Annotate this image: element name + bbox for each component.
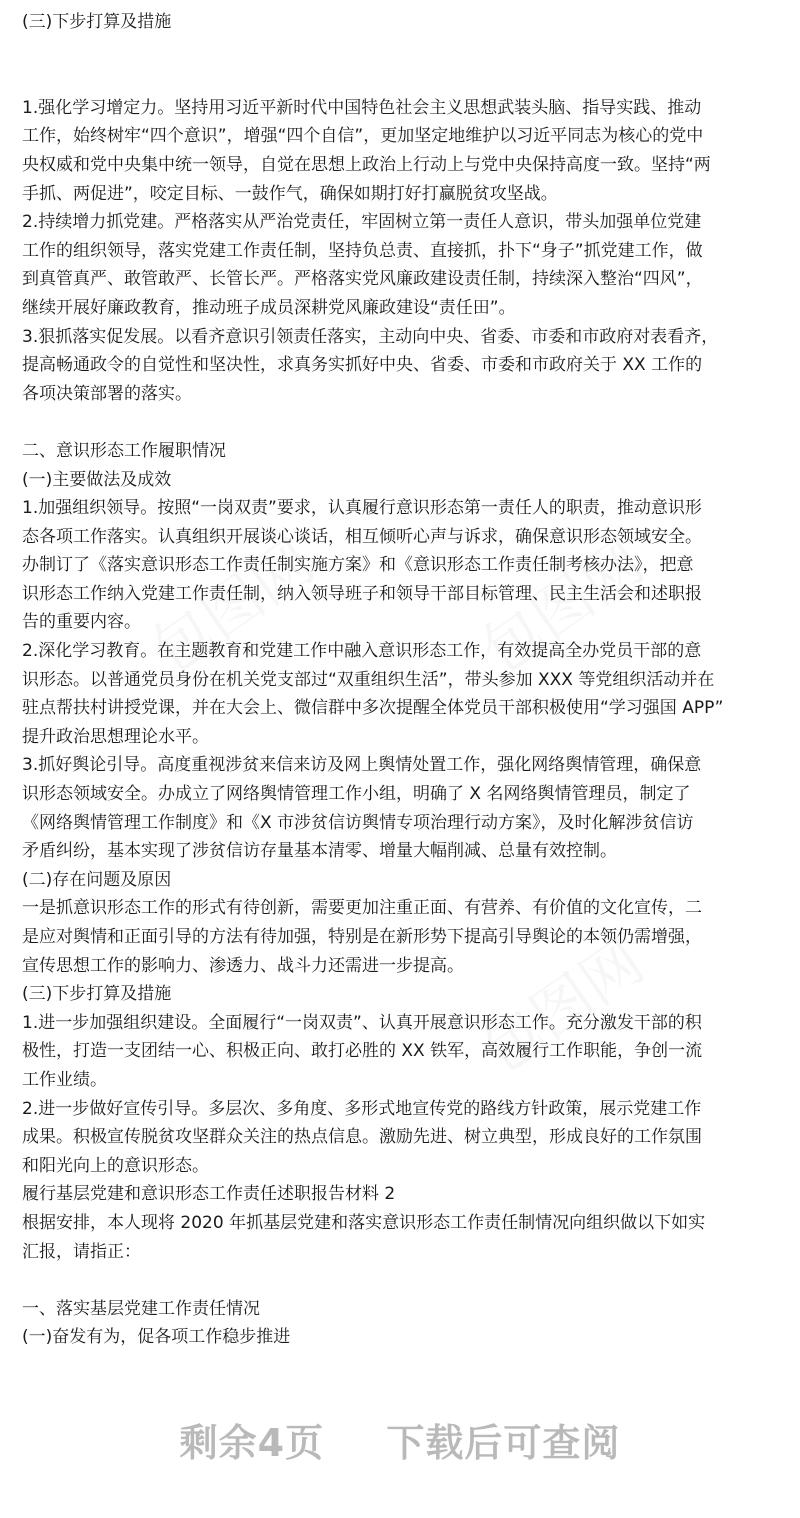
text-line: 到真管真严、敢管敢严、长管长严。严格落实党风廉政建设责任制，持续深入整治“四风”， <box>22 269 703 290</box>
text-line: (一)主要做法及成效 <box>22 469 172 490</box>
text-line: 1.强化学习增定力。坚持用习近平新时代中国特色社会主义思想武装头脑、指导实践、推动 <box>22 97 702 118</box>
text-line: 汇报，请指正： <box>22 1241 141 1262</box>
text-line: (三)下步打算及措施 <box>22 12 172 32</box>
text-line: 一是抓意识形态工作的形式有待创新，需要更加注重正面、有营养、有价值的文化宣传，二 <box>22 898 702 919</box>
text-line: 二、意识形态工作履职情况 <box>22 440 226 461</box>
text-line: 根据安排，本人现将 2020 年抓基层党建和落实意识形态工作责任制情况向组织做以下如实 <box>22 1212 706 1233</box>
text-line: 继续开展好廉政教育，推动班子成员深耕党风廉政建设“责任田”。 <box>22 297 516 318</box>
text-line: 宣传思想工作的影响力、渗透力、战斗力还需进一步提高。 <box>22 955 464 976</box>
text-line: 告的重要内容。 <box>22 612 141 633</box>
text-line: 工作业绩。 <box>22 1069 107 1090</box>
blank-line <box>22 37 782 66</box>
text-line: 3.抓好舆论引导。高度重视涉贫来信来访及网上舆情处置工作，强化网络舆情管理，确保意 <box>22 755 702 776</box>
text-line: 提升政治思想理论水平。 <box>22 726 209 747</box>
blank-line <box>22 1266 782 1295</box>
text-line: 提高畅通政令的自觉性和坚决性，求真务实抓好中央、省委、市委和市政府关于 XX 工作的 <box>22 355 703 376</box>
text-line: 矛盾纠纷，基本实现了涉贫信访存量基本清零、增量大幅削减、总量有效控制。 <box>22 841 617 862</box>
text-line: 成果。积极宣传脱贫攻坚群众关注的热点信息。激励先进、树立典型，形成良好的工作氛围 <box>22 1127 702 1148</box>
download-hint-label: 下载后可查阅 <box>386 1421 621 1465</box>
text-line: 一、落实基层党建工作责任情况 <box>22 1298 260 1319</box>
text-line: 2.深化学习教育。在主题教育和党建工作中融入意识形态工作，有效提高全办党员干部的意 <box>22 641 702 662</box>
text-line: 手抓、两促进”，咬定目标、一鼓作气，确保如期打好打赢脱贫攻坚战。 <box>22 183 558 204</box>
text-line: 驻点帮扶村讲授党课，并在大会上、微信群中多次提醒全体党员干部积极使用“学习强国 APP” <box>22 698 724 719</box>
text-line: 极性，打造一支团结一心、积极正向、敢打必胜的 XX 铁军，高效履行工作职能，争创一流 <box>22 1041 703 1062</box>
text-line: 工作，始终树牢“四个意识”，增强“四个自信”，更加坚定地维护以习近平同志为核心的党中 <box>22 126 704 147</box>
text-line: (二)存在问题及原因 <box>22 869 172 890</box>
download-banner[interactable] <box>0 1412 800 1467</box>
text-line: 和阳光向上的意识形态。 <box>22 1155 209 1176</box>
blank-line <box>22 65 782 94</box>
text-line: 识形态。以普通党员身份在机关党支部过“双重组织生活”，带头参加 XXX 等党组织活动并在 <box>22 669 715 690</box>
text-line: 办制订了《落实意识形态工作责任制实施方案》和《意识形态工作责任制考核办法》，把意 <box>22 555 694 576</box>
text-line: (三)下步打算及措施 <box>22 984 172 1005</box>
text-line: 是应对舆情和正面引导的方法有待加强，特别是在新形势下提高引导舆论的本领仍需增强， <box>22 927 702 947</box>
text-line: 履行基层党建和意识形态工作责任述职报告材料 2 <box>22 1184 396 1205</box>
text-line: 2.进一步做好宣传引导。多层次、多角度、多形式地宣传党的路线方针政策，展示党建工作 <box>22 1098 702 1119</box>
text-line: 识形态工作纳入党建工作责任制，纳入领导班子和领导干部目标管理、民主生活会和述职报 <box>22 583 702 604</box>
text-line: 各项决策部署的落实。 <box>22 383 192 404</box>
text-line: 态各项工作落实。认真组织开展谈心谈话，相互倾听心声与诉求，确保意识形态领域安全。 <box>22 526 702 547</box>
document-body <box>22 8 782 1352</box>
blank-line <box>22 408 782 437</box>
remaining-pages-label: 剩余4页 <box>179 1421 325 1465</box>
text-line: 3.狠抓落实促发展。以看齐意识引领责任落实，主动向中央、省委、市委和市政府对表看齐， <box>22 326 719 347</box>
text-line: 1.加强组织领导。按照“一岗双责”要求，认真履行意识形态第一责任人的职责，推动意识形 <box>22 498 702 519</box>
text-line: 识形态领域安全。办成立了网络舆情管理工作小组，明确了 X 名网络舆情管理员，制定了 <box>22 784 691 805</box>
text-line: 《网络舆情管理工作制度》和《X 市涉贫信访舆情专项治理行动方案》，及时化解涉贫信访 <box>22 812 694 833</box>
text-line: 1.进一步加强组织建设。全面履行“一岗双责”、认真开展意识形态工作。充分激发干部的积 <box>22 1012 702 1033</box>
text-line: (一)奋发有为，促各项工作稳步推进 <box>22 1327 291 1348</box>
text-line: 工作的组织领导，落实党建工作责任制，坚持负总责、直接抓，扑下“身子”抓党建工作，做 <box>22 240 703 261</box>
text-line: 央权威和党中央集中统一领导，自觉在思想上政治上行动上与党中央保持高度一致。坚持“两 <box>22 154 711 175</box>
text-line: 2.持续增力抓党建。严格落实从严治党责任，牢固树立第一责任人意识，带头加强单位党建 <box>22 212 702 233</box>
